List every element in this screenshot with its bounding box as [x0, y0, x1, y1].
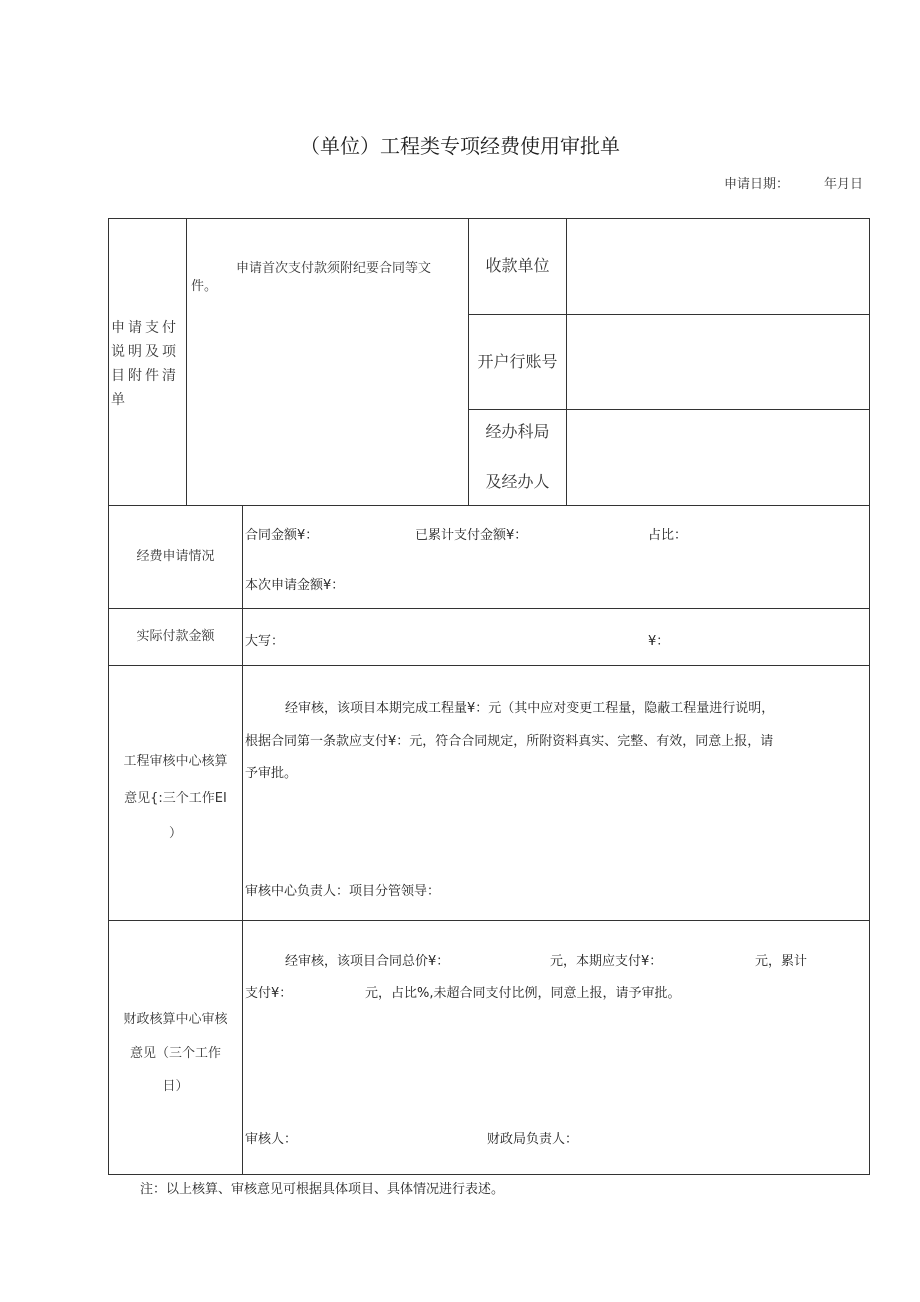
- divider: [108, 608, 870, 609]
- footnote: 注：以上核算、审核意见可根据具体项目、具体情况进行表述。: [140, 1182, 505, 1197]
- payment-description-label: 申请支付说明及项目附件清单: [111, 320, 179, 408]
- finance-review-period-payment: 元，本期应支付¥：: [550, 954, 663, 969]
- divider: [242, 505, 243, 1175]
- engineering-review-label-line1: 工程审核中心核算: [123, 754, 228, 769]
- engineering-review-signatures: 审核中心负责人：项目分管领导：: [245, 884, 441, 899]
- engineering-review-text-line3: 予审批。: [245, 766, 298, 781]
- attachment-note-line1: 申请首次支付款须附纪要合同等文: [236, 261, 432, 276]
- finance-review-label-line3: 日）: [162, 1079, 189, 1094]
- handler-label-line1: 经办科局: [485, 422, 550, 441]
- engineering-review-label-line2: 意见{:三个工作EI: [124, 791, 227, 806]
- finance-review-ratio-text: 元，占比%,未超合同支付比例，同意上报，请予审批。: [365, 986, 681, 1001]
- table-border-right: [869, 218, 870, 1175]
- yen-amount-label: ¥：: [648, 634, 670, 649]
- engineering-review-text-line1: 经审核，该项目本期完成工程量¥：元（其中应对变更工程量，隐蔽工程量进行说明，: [285, 701, 775, 716]
- engineering-review-label-line3: ）: [168, 826, 182, 841]
- payee-value[interactable]: [567, 219, 869, 314]
- apply-date-label: 申请日期：: [724, 177, 790, 192]
- bank-account-label: 开户行账号: [477, 352, 558, 371]
- finance-review-contract-total: 经审核，该项目合同总价¥：: [285, 954, 450, 969]
- table-border-bottom: [108, 1174, 870, 1175]
- finance-review-label-line1: 财政核算中心审核: [123, 1012, 228, 1027]
- engineering-review-text-line2: 根据合同第一条款应支付¥：元，符合合同规定，所附资料真实、完整、有效，同意上报，请: [245, 734, 774, 749]
- handler-label-line2: 及经办人: [485, 472, 550, 491]
- finance-review-cumulative: 元，累计: [755, 954, 808, 969]
- finance-head-label: 财政局负责人：: [487, 1132, 579, 1147]
- divider: [108, 665, 870, 666]
- paid-total-label: 已累计支付金额¥：: [415, 528, 528, 543]
- actual-payment-label: 实际付款金额: [136, 629, 215, 644]
- finance-review-paid: 支付¥：: [245, 986, 293, 1001]
- funding-request-label: 经费申请情况: [136, 549, 215, 564]
- handler-value[interactable]: [567, 410, 869, 505]
- this-request-amount-label: 本次申请金额¥：: [245, 578, 345, 593]
- capital-amount-label: 大写：: [245, 634, 285, 649]
- divider: [108, 505, 870, 506]
- ratio-label: 占比：: [648, 528, 688, 543]
- finance-review-label-line2: 意见（三个工作: [129, 1046, 221, 1061]
- form-title: （单位）工程类专项经费使用审批单: [300, 134, 620, 158]
- reviewer-label: 审核人：: [245, 1132, 298, 1147]
- contract-amount-label: 合同金额¥：: [245, 528, 319, 543]
- bank-account-value[interactable]: [567, 315, 869, 409]
- payee-label: 收款单位: [485, 256, 550, 275]
- attachment-note-line2: 件。: [191, 279, 218, 294]
- apply-date-value: 年月日: [824, 177, 864, 192]
- divider: [108, 920, 870, 921]
